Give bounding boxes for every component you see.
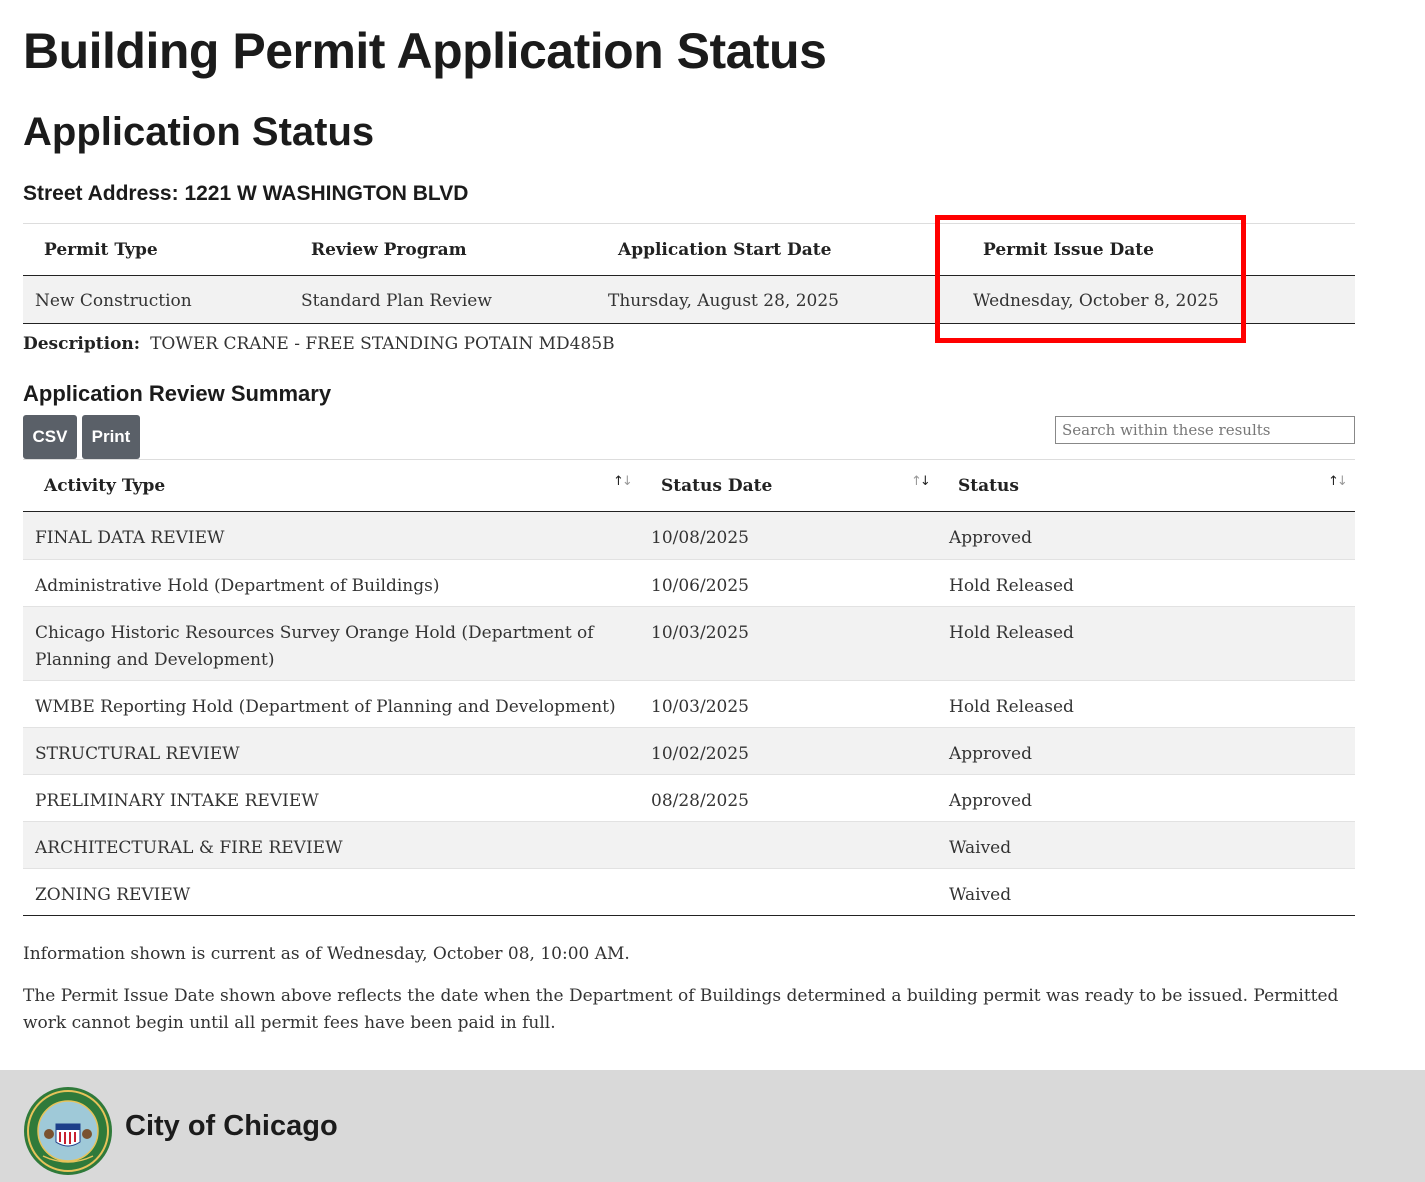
city-seal-icon[interactable] bbox=[23, 1086, 113, 1176]
status-cell: Waived bbox=[949, 885, 1012, 905]
activity-table-header bbox=[23, 460, 1355, 512]
permit-type-value: New Construction bbox=[35, 291, 192, 311]
table-row bbox=[23, 512, 1355, 560]
status-cell: Approved bbox=[949, 528, 1032, 548]
date-cell: 10/06/2025 bbox=[651, 576, 749, 596]
header-start-date: Application Start Date bbox=[618, 240, 832, 260]
date-cell: 08/28/2025 bbox=[651, 791, 749, 811]
review-program-value: Standard Plan Review bbox=[301, 291, 492, 311]
footer bbox=[0, 1070, 1425, 1182]
header-issue-date: Permit Issue Date bbox=[983, 240, 1154, 260]
description bbox=[23, 334, 615, 354]
status-cell: Hold Released bbox=[949, 697, 1074, 717]
issue-date-value: Wednesday, October 8, 2025 bbox=[973, 291, 1219, 311]
footer-city-name[interactable]: City of Chicago bbox=[125, 1110, 338, 1142]
activity-cell: PRELIMINARY INTAKE REVIEW bbox=[35, 791, 319, 811]
sort-icon[interactable]: ↑↓ bbox=[911, 474, 929, 489]
activity-cell: ZONING REVIEW bbox=[35, 885, 191, 905]
activity-cell: Chicago Historic Resources Survey Orange Hold (Department of Planning and Development) bbox=[35, 623, 594, 670]
column-status[interactable]: Status bbox=[958, 476, 1019, 496]
activity-cell: FINAL DATA REVIEW bbox=[35, 528, 225, 548]
sort-icon[interactable]: ↑↓ bbox=[613, 474, 631, 489]
table-row bbox=[23, 775, 1355, 822]
status-cell: Approved bbox=[949, 744, 1032, 764]
table-row bbox=[23, 560, 1355, 607]
activity-cell: WMBE Reporting Hold (Department of Planning and Development) bbox=[35, 697, 616, 717]
header-review-program: Review Program bbox=[311, 240, 467, 260]
table-row bbox=[23, 822, 1355, 869]
issue-date-highlight bbox=[935, 215, 1246, 343]
start-date-value: Thursday, August 28, 2025 bbox=[608, 291, 839, 311]
column-activity-type[interactable]: Activity Type bbox=[44, 476, 166, 496]
table-row bbox=[23, 869, 1355, 915]
sort-icon[interactable]: ↑↓ bbox=[1328, 474, 1346, 489]
status-cell: Hold Released bbox=[949, 623, 1074, 643]
column-status-date[interactable]: Status Date bbox=[661, 476, 773, 496]
status-cell: Waived bbox=[949, 838, 1012, 858]
current-as-of-note: Information shown is current as of Wednesday, October 08, 10:00 AM. bbox=[23, 944, 630, 964]
date-cell: 10/08/2025 bbox=[651, 528, 749, 548]
print-button[interactable]: Print bbox=[82, 415, 140, 459]
table-row bbox=[23, 607, 1355, 681]
description-value: TOWER CRANE - FREE STANDING POTAIN MD485B bbox=[150, 334, 615, 354]
table-row bbox=[23, 728, 1355, 775]
street-address: Street Address: 1221 W WASHINGTON BLVD bbox=[23, 182, 469, 205]
page-title: Building Permit Application Status bbox=[23, 23, 827, 79]
activity-cell: Administrative Hold (Department of Buildings) bbox=[35, 576, 440, 596]
review-summary-title: Application Review Summary bbox=[23, 381, 332, 406]
activity-table bbox=[23, 459, 1355, 916]
status-cell: Approved bbox=[949, 791, 1032, 811]
activity-cell: ARCHITECTURAL & FIRE REVIEW bbox=[35, 838, 343, 858]
table-row bbox=[23, 681, 1355, 728]
section-title: Application Status bbox=[23, 110, 375, 154]
header-permit-type: Permit Type bbox=[44, 240, 158, 260]
date-cell: 10/03/2025 bbox=[651, 697, 749, 717]
activity-cell: STRUCTURAL REVIEW bbox=[35, 744, 240, 764]
csv-button[interactable]: CSV bbox=[23, 415, 77, 459]
description-label: Description: bbox=[23, 334, 141, 354]
permit-issue-disclaimer: The Permit Issue Date shown above reflects the date when the Department of Buildings determined a building permit was ready to be issued. Permitted work cannot begin until all permit fees have been paid in full. bbox=[23, 986, 1339, 1033]
date-cell: 10/02/2025 bbox=[651, 744, 749, 764]
status-cell: Hold Released bbox=[949, 576, 1074, 596]
date-cell: 10/03/2025 bbox=[651, 623, 749, 643]
table-rule bbox=[23, 915, 1355, 916]
search-input[interactable] bbox=[1055, 416, 1355, 444]
